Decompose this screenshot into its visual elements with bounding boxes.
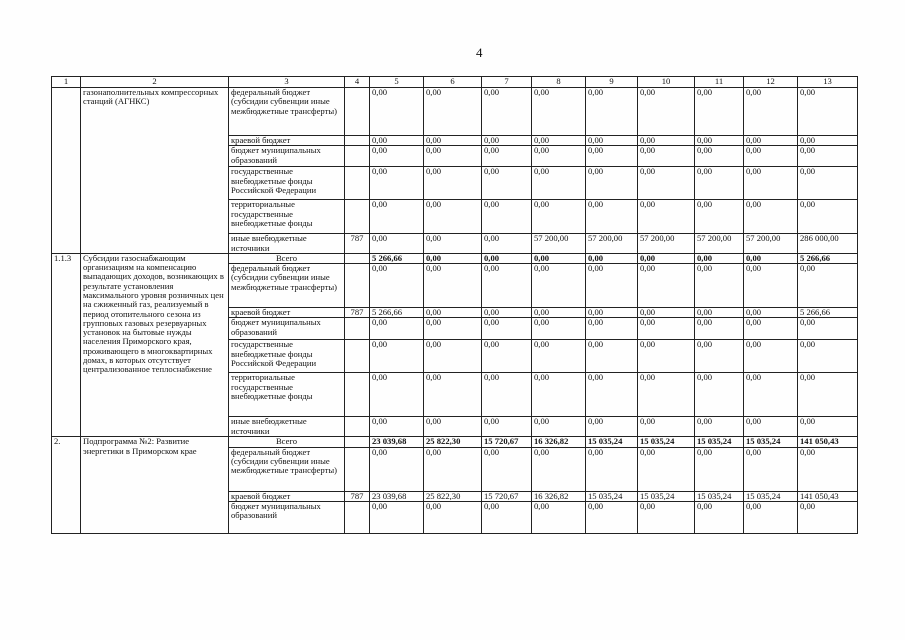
total-value: 0,00: [798, 447, 858, 491]
year-value: 0,00: [424, 318, 482, 340]
year-value: 0,00: [744, 200, 798, 234]
budget-code: [345, 437, 370, 447]
year-value: 0,00: [695, 167, 744, 200]
column-number-header: 1: [52, 77, 81, 88]
year-value: 0,00: [638, 136, 695, 146]
column-number-header: 5: [370, 77, 424, 88]
year-value: 0,00: [370, 264, 424, 308]
year-value: 0,00: [586, 136, 638, 146]
column-number-header: 4: [345, 77, 370, 88]
total-value: 5 266,66: [798, 253, 858, 263]
funding-source: краевой бюджет: [229, 308, 345, 318]
total-value: 5 266,66: [798, 308, 858, 318]
funding-source: бюджет муниципальных образований: [229, 146, 345, 167]
year-value: 23 039,68: [370, 437, 424, 447]
year-value: 57 200,00: [532, 234, 586, 254]
year-value: 0,00: [424, 146, 482, 167]
year-value: 0,00: [744, 373, 798, 417]
total-value: 0,00: [798, 264, 858, 308]
funding-source: иные внебюджетные источники: [229, 417, 345, 437]
year-value: 0,00: [695, 340, 744, 373]
year-value: 0,00: [586, 264, 638, 308]
year-value: 0,00: [586, 318, 638, 340]
year-value: 0,00: [695, 146, 744, 167]
funding-source: бюджет муниципальных образований: [229, 501, 345, 533]
budget-code: [345, 447, 370, 491]
year-value: 0,00: [586, 253, 638, 263]
column-number-row: [52, 77, 858, 88]
column-number-header: 3: [229, 77, 345, 88]
budget-code: [345, 417, 370, 437]
column-number-header: 8: [532, 77, 586, 88]
year-value: 0,00: [532, 318, 586, 340]
year-value: 0,00: [638, 253, 695, 263]
year-value: 0,00: [744, 417, 798, 437]
year-value: 0,00: [744, 318, 798, 340]
year-value: 0,00: [482, 253, 532, 263]
year-value: 0,00: [744, 136, 798, 146]
year-value: 0,00: [532, 200, 586, 234]
section-index: 1.1.3: [52, 253, 81, 437]
year-value: 0,00: [482, 167, 532, 200]
year-value: 0,00: [695, 88, 744, 136]
funding-source: Всего: [229, 253, 345, 263]
year-value: 57 200,00: [586, 234, 638, 254]
year-value: 0,00: [586, 447, 638, 491]
year-value: 0,00: [695, 373, 744, 417]
year-value: 0,00: [370, 447, 424, 491]
year-value: 15 035,24: [638, 491, 695, 501]
year-value: 0,00: [532, 308, 586, 318]
year-value: 25 822,30: [424, 437, 482, 447]
year-value: 0,00: [638, 167, 695, 200]
column-number-header: 6: [424, 77, 482, 88]
budget-code: [345, 264, 370, 308]
funding-source: краевой бюджет: [229, 136, 345, 146]
column-number-header: 13: [798, 77, 858, 88]
total-value: 0,00: [798, 167, 858, 200]
year-value: 0,00: [638, 264, 695, 308]
year-value: 15 035,24: [638, 437, 695, 447]
year-value: 0,00: [370, 501, 424, 533]
year-value: 0,00: [424, 200, 482, 234]
year-value: 16 326,82: [532, 491, 586, 501]
year-value: 0,00: [370, 234, 424, 254]
year-value: 57 200,00: [638, 234, 695, 254]
funding-source: федеральный бюджет (субсидии субвенции иные межбюджетные трансферты): [229, 447, 345, 491]
year-value: 0,00: [424, 264, 482, 308]
year-value: 0,00: [424, 373, 482, 417]
year-value: 0,00: [695, 501, 744, 533]
year-value: 0,00: [586, 417, 638, 437]
year-value: 0,00: [586, 88, 638, 136]
year-value: 0,00: [638, 417, 695, 437]
year-value: 0,00: [424, 167, 482, 200]
year-value: 0,00: [424, 88, 482, 136]
column-number-header: 2: [81, 77, 229, 88]
total-value: 141 050,43: [798, 491, 858, 501]
year-value: 15 035,24: [586, 437, 638, 447]
year-value: 0,00: [370, 373, 424, 417]
section-index: [52, 88, 81, 254]
budget-code: [345, 253, 370, 263]
year-value: 0,00: [424, 253, 482, 263]
year-value: 0,00: [638, 447, 695, 491]
total-value: 0,00: [798, 501, 858, 533]
year-value: 0,00: [370, 167, 424, 200]
year-value: 0,00: [638, 308, 695, 318]
year-value: 0,00: [744, 146, 798, 167]
year-value: 57 200,00: [744, 234, 798, 254]
year-value: 0,00: [424, 447, 482, 491]
year-value: 0,00: [482, 340, 532, 373]
year-value: 0,00: [370, 136, 424, 146]
page-number: 4: [476, 45, 483, 60]
funding-source: иные внебюджетные источники: [229, 234, 345, 254]
year-value: 5 266,66: [370, 253, 424, 263]
table-row: [52, 253, 858, 263]
budget-code: 787: [345, 491, 370, 501]
year-value: 0,00: [744, 167, 798, 200]
year-value: 0,00: [532, 373, 586, 417]
budget-code: [345, 136, 370, 146]
total-value: 0,00: [798, 88, 858, 136]
year-value: 0,00: [744, 340, 798, 373]
year-value: 15 720,67: [482, 491, 532, 501]
year-value: 0,00: [586, 373, 638, 417]
year-value: 0,00: [744, 253, 798, 263]
year-value: 0,00: [695, 308, 744, 318]
funding-source: федеральный бюджет (субсидии субвенции иные межбюджетные трансферты): [229, 264, 345, 308]
year-value: 0,00: [482, 264, 532, 308]
budget-code: [345, 501, 370, 533]
year-value: 0,00: [424, 340, 482, 373]
year-value: 0,00: [638, 88, 695, 136]
year-value: 0,00: [586, 308, 638, 318]
year-value: 0,00: [638, 200, 695, 234]
year-value: 15 035,24: [695, 491, 744, 501]
year-value: 0,00: [482, 417, 532, 437]
budget-code: 787: [345, 308, 370, 318]
funding-source: территориальные государственные внебюджетные фонды: [229, 200, 345, 234]
section-index: 2.: [52, 437, 81, 534]
year-value: 57 200,00: [695, 234, 744, 254]
year-value: 0,00: [744, 447, 798, 491]
year-value: 0,00: [532, 447, 586, 491]
total-value: 0,00: [798, 146, 858, 167]
year-value: 0,00: [695, 447, 744, 491]
year-value: 0,00: [638, 146, 695, 167]
column-number-header: 9: [586, 77, 638, 88]
funding-source: бюджет муниципальных образований: [229, 318, 345, 340]
year-value: 0,00: [370, 200, 424, 234]
year-value: 0,00: [482, 146, 532, 167]
year-value: 0,00: [532, 501, 586, 533]
year-value: 0,00: [424, 308, 482, 318]
column-number-header: 10: [638, 77, 695, 88]
budget-code: 787: [345, 234, 370, 254]
year-value: 5 266,66: [370, 308, 424, 318]
funding-source: федеральный бюджет (субсидии субвенции иные межбюджетные трансферты): [229, 88, 345, 136]
year-value: 0,00: [532, 88, 586, 136]
year-value: 0,00: [482, 200, 532, 234]
budget-code: [345, 167, 370, 200]
year-value: 0,00: [482, 373, 532, 417]
funding-source: краевой бюджет: [229, 491, 345, 501]
year-value: 0,00: [482, 88, 532, 136]
total-value: 0,00: [798, 200, 858, 234]
budget-code: [345, 146, 370, 167]
total-value: 286 000,00: [798, 234, 858, 254]
funding-source: государственные внебюджетные фонды Российской Федерации: [229, 167, 345, 200]
funding-source: государственные внебюджетные фонды Российской Федерации: [229, 340, 345, 373]
year-value: 0,00: [370, 318, 424, 340]
year-value: 0,00: [744, 88, 798, 136]
year-value: 0,00: [695, 136, 744, 146]
year-value: 0,00: [370, 417, 424, 437]
year-value: 0,00: [638, 340, 695, 373]
budget-table: [51, 76, 858, 534]
year-value: 0,00: [586, 146, 638, 167]
section-name: газонаполнительных компрессорных станций (АГНКС): [81, 88, 229, 254]
total-value: 0,00: [798, 340, 858, 373]
year-value: 0,00: [695, 318, 744, 340]
year-value: 15 035,24: [695, 437, 744, 447]
column-number-header: 7: [482, 77, 532, 88]
total-value: 0,00: [798, 318, 858, 340]
year-value: 0,00: [370, 340, 424, 373]
year-value: 15 035,24: [744, 491, 798, 501]
year-value: 25 822,30: [424, 491, 482, 501]
year-value: 0,00: [482, 136, 532, 146]
year-value: 0,00: [586, 340, 638, 373]
year-value: 0,00: [695, 417, 744, 437]
year-value: 0,00: [695, 200, 744, 234]
year-value: 0,00: [482, 501, 532, 533]
year-value: 0,00: [424, 417, 482, 437]
year-value: 15 720,67: [482, 437, 532, 447]
year-value: 0,00: [744, 264, 798, 308]
year-value: 0,00: [695, 264, 744, 308]
year-value: 0,00: [370, 146, 424, 167]
section-name: Субсидии газоснабжающим организациям на компенсацию выпадающих доходов, возникающих в результате установления максимального уровня розничных цен на сжиженный газ, реализуемый в период отопительного сезона из групповых газовых резервуарных установок на бытовые нужды населения Приморского края, проживающего в многоквартирных домах, в которых отсутствует централизованное теплоснабжение: [81, 253, 229, 437]
column-number-header: 11: [695, 77, 744, 88]
column-number-header: 12: [744, 77, 798, 88]
funding-source: территориальные государственные внебюджетные фонды: [229, 373, 345, 417]
year-value: 16 326,82: [532, 437, 586, 447]
year-value: 0,00: [638, 318, 695, 340]
year-value: 0,00: [532, 264, 586, 308]
year-value: 0,00: [532, 340, 586, 373]
year-value: 0,00: [532, 136, 586, 146]
year-value: 0,00: [744, 501, 798, 533]
year-value: 23 039,68: [370, 491, 424, 501]
budget-code: [345, 373, 370, 417]
year-value: 0,00: [482, 234, 532, 254]
year-value: 0,00: [482, 308, 532, 318]
total-value: 0,00: [798, 136, 858, 146]
year-value: 0,00: [482, 318, 532, 340]
year-value: 15 035,24: [586, 491, 638, 501]
section-name: Подпрограмма №2: Развитие энергетики в Приморском крае: [81, 437, 229, 534]
year-value: 0,00: [532, 146, 586, 167]
year-value: 0,00: [532, 253, 586, 263]
year-value: 0,00: [638, 501, 695, 533]
budget-code: [345, 200, 370, 234]
year-value: 15 035,24: [744, 437, 798, 447]
year-value: 0,00: [532, 167, 586, 200]
year-value: 0,00: [482, 447, 532, 491]
year-value: 0,00: [744, 308, 798, 318]
total-value: 0,00: [798, 417, 858, 437]
funding-source: Всего: [229, 437, 345, 447]
year-value: 0,00: [586, 167, 638, 200]
total-value: 0,00: [798, 373, 858, 417]
table-row: [52, 88, 858, 136]
year-value: 0,00: [638, 373, 695, 417]
year-value: 0,00: [424, 234, 482, 254]
year-value: 0,00: [370, 88, 424, 136]
budget-code: [345, 318, 370, 340]
year-value: 0,00: [424, 136, 482, 146]
year-value: 0,00: [586, 200, 638, 234]
table-row: [52, 437, 858, 447]
budget-code: [345, 88, 370, 136]
year-value: 0,00: [424, 501, 482, 533]
year-value: 0,00: [586, 501, 638, 533]
budget-code: [345, 340, 370, 373]
year-value: 0,00: [532, 417, 586, 437]
year-value: 0,00: [695, 253, 744, 263]
total-value: 141 050,43: [798, 437, 858, 447]
